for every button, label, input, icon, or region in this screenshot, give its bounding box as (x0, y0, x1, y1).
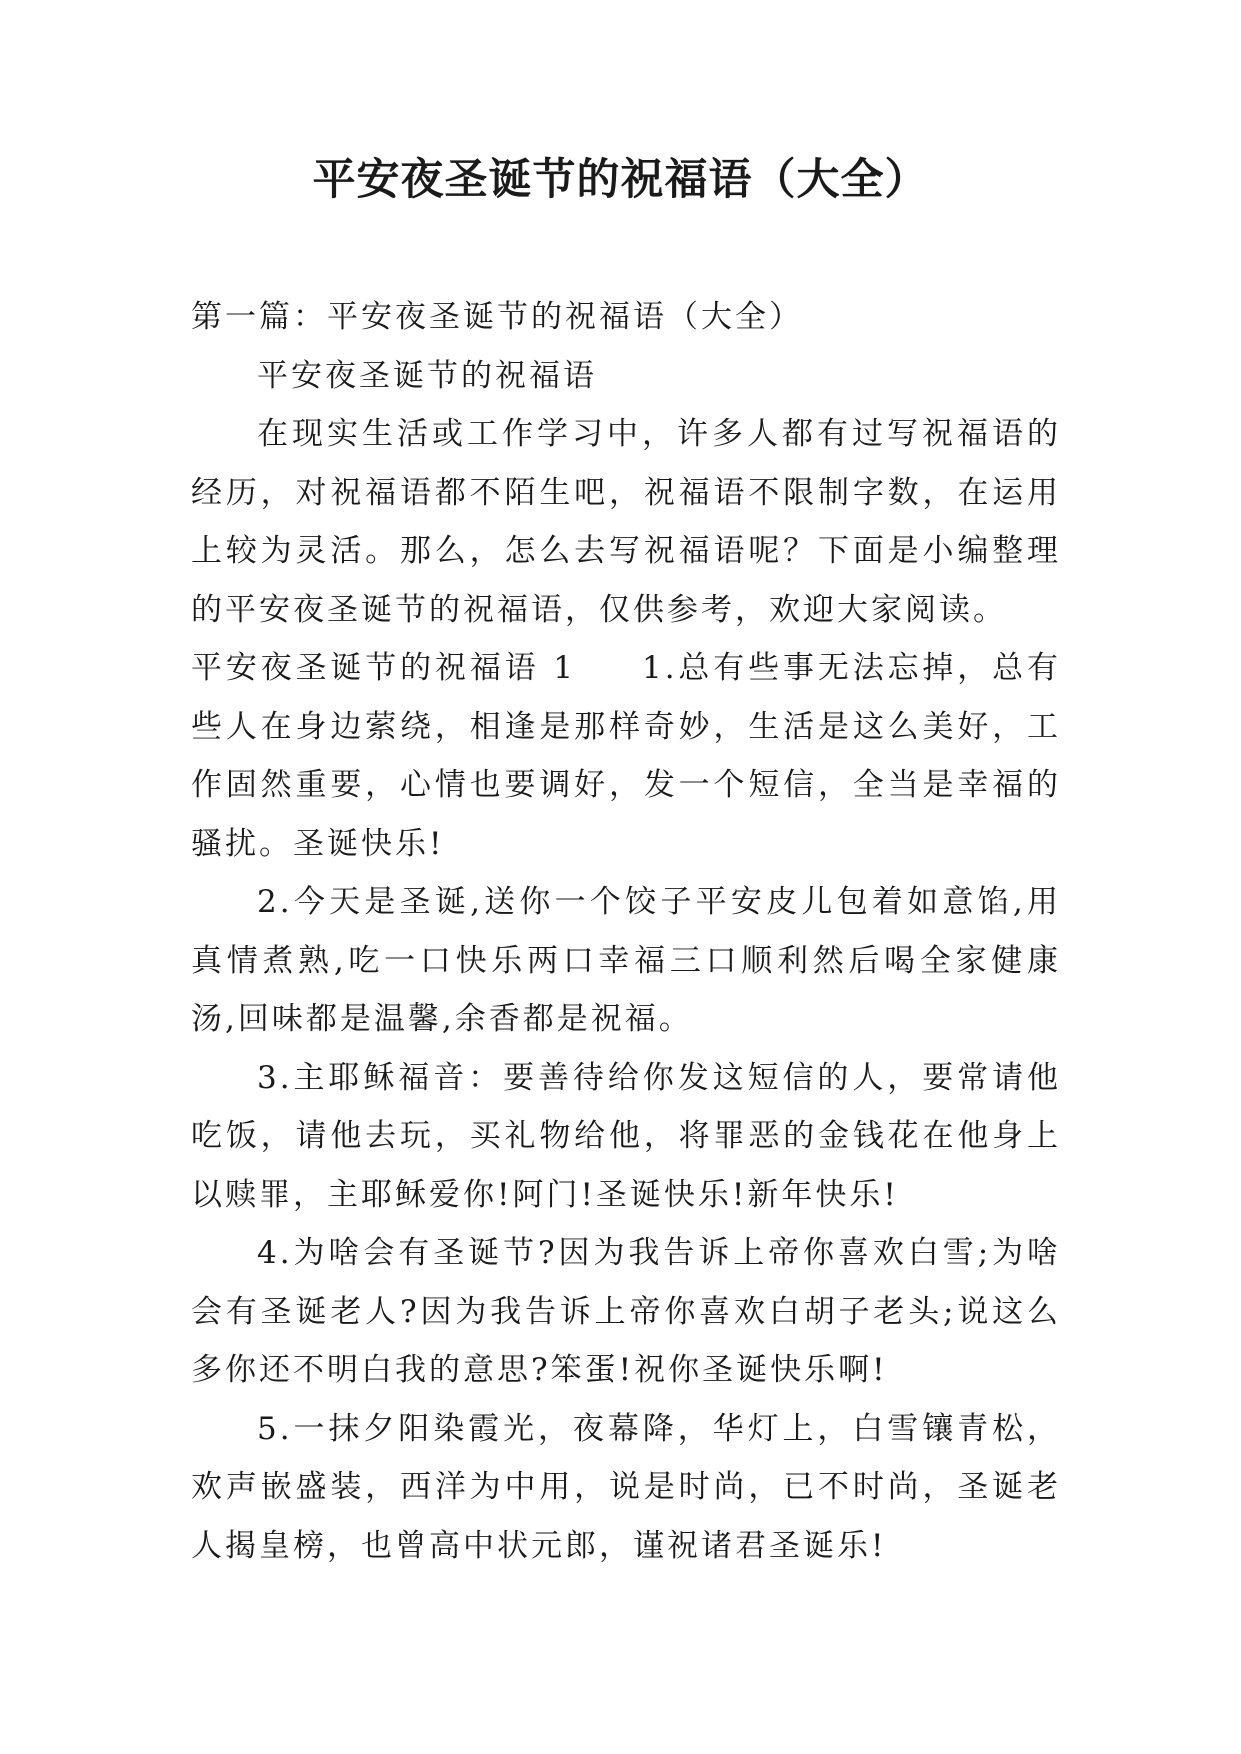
wish-item-3: 3.主耶稣福音：要善待给你发这短信的人，要常请他吃饭，请他去玩，买礼物给他，将罪恶的金钱花在他身上以赎罪，主耶稣爱你!阿门!圣诞快乐!新年快乐! (191, 1059, 1061, 1213)
document-body (191, 288, 1061, 1575)
section-paragraph (191, 639, 1061, 873)
wish-item-4: 4.为啥会有圣诞节?因为我告诉上帝你喜欢白雪;为啥会有圣诞老人?因为我告诉上帝你喜欢白胡子老头;说这么多你还不明白我的意思?笨蛋!祝你圣诞快乐啊! (191, 1235, 1061, 1388)
intro-paragraph: 在现实生活或工作学习中，许多人都有过写祝福语的经历，对祝福语都不陌生吧，祝福语不限制字数，在运用上较为灵活。那么，怎么去写祝福语呢？下面是小编整理的平安夜圣诞节的祝福语，仅供参考，欢迎大家阅读。 (191, 416, 1061, 628)
wish-item-5: 5.一抹夕阳染霞光，夜幕降，华灯上，白雪镶青松，欢声嵌盛装，西洋为中用，说是时尚，已不时尚，圣诞老人揭皇榜，也曾高中状元郎，谨祝诸君圣诞乐! (191, 1410, 1061, 1564)
section-label: 平安夜圣诞节的祝福语 1 (191, 650, 576, 686)
wish-item-1: 1.总有些事无法忘掉，总有些人在身边萦绕，相逢是那样奇妙，生活是这么美好，工作固然重要，心情也要调好，发一个短信，全当是幸福的骚扰。圣诞快乐! (191, 650, 1061, 862)
document-title: 平安夜圣诞节的祝福语（大全） (312, 155, 929, 205)
subheading: 平安夜圣诞节的祝福语 (257, 357, 597, 394)
wish-item-2: 2.今天是圣诞,送你一个饺子平安皮儿包着如意馅,用真情煮熟,吃一口快乐两口幸福三口顺利然后喝全家健康汤,回味都是温馨,余香都是祝福。 (191, 884, 1061, 1037)
chapter-heading: 第一篇：平安夜圣诞节的祝福语（大全） (191, 299, 803, 335)
